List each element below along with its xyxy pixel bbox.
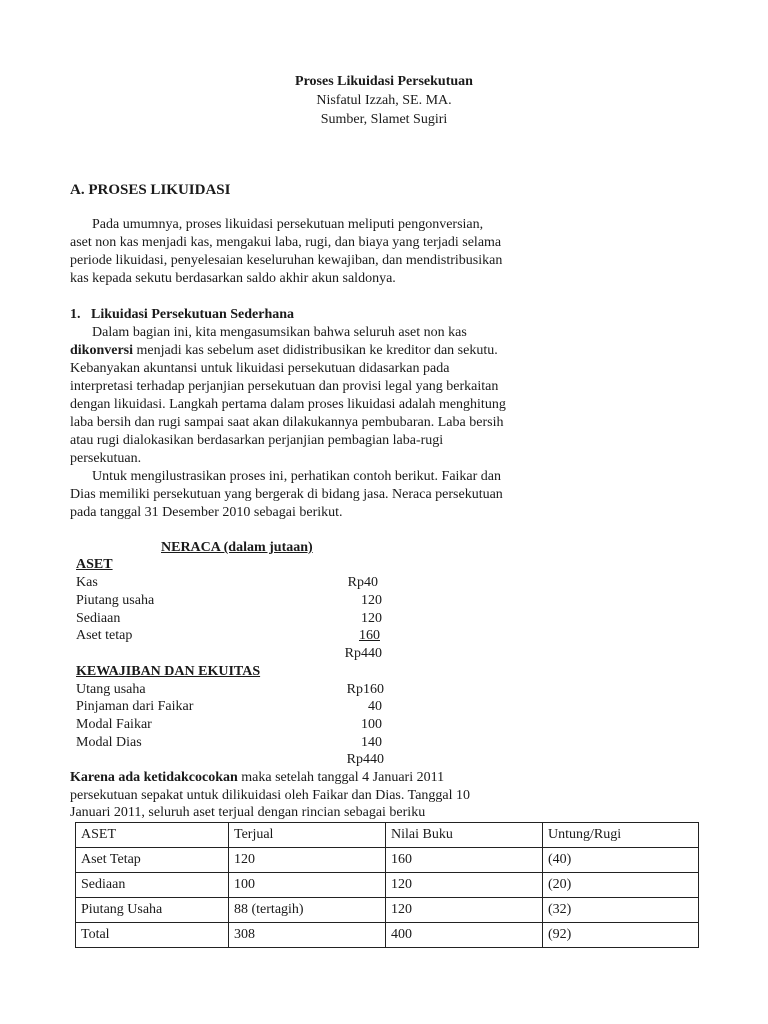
para-line: interpretasi terhadap perjanjian persekutuan dan provisi legal yang berkaitan xyxy=(70,379,499,394)
table-header-cell: Terjual xyxy=(229,823,386,848)
section-a-heading: A. PROSES LIKUIDASI xyxy=(70,182,231,198)
para-line: aset non kas menjadi kas, mengakui laba, rugi, dan biaya yang terjadi selama xyxy=(70,235,502,250)
table-cell: (40) xyxy=(543,848,699,873)
para-line: Januari 2011, seluruh aset terjual dengan rincian sebagai beriku xyxy=(70,805,426,820)
table-header-cell: Nilai Buku xyxy=(386,823,543,848)
kewajiban-label: Pinjaman dari Faikar xyxy=(76,699,194,714)
table-header-row xyxy=(76,823,699,848)
para-text: menjadi kas sebelum aset didistribusikan ke kreditor dan sekutu. xyxy=(133,343,498,358)
table-cell: 160 xyxy=(386,848,543,873)
para-line: persekutuan sepakat untuk dilikuidasi oleh Faikar dan Dias. Tanggal 10 xyxy=(70,788,471,803)
table-cell: 120 xyxy=(386,873,543,898)
table-cell: 88 (tertagih) xyxy=(229,898,386,923)
aset-label: Aset tetap xyxy=(76,628,133,643)
para-line: periode likuidasi, penyelesaian keseluruhan kewajiban, dan mendistribusikan xyxy=(70,253,503,268)
table-header-cell: ASET xyxy=(76,823,229,848)
table-cell: Sediaan xyxy=(76,873,229,898)
table-row xyxy=(76,923,699,948)
aset-value: 120 xyxy=(361,593,382,608)
kewajiban-value: 140 xyxy=(361,735,382,750)
para-line: Kebanyakan akuntansi untuk likuidasi persekutuan didasarkan pada xyxy=(70,361,450,376)
table-row xyxy=(76,848,699,873)
kewajiban-label: Utang usaha xyxy=(76,682,146,697)
para-line: Dias memiliki persekutuan yang bergerak di bidang jasa. Neraca persekutuan xyxy=(70,487,503,502)
aset-label: Sediaan xyxy=(76,611,121,626)
para-line: Untuk mengilustrasikan proses ini, perhatikan contoh berikut. Faikar dan xyxy=(92,469,502,484)
para-line: atau rugi dialokasikan berdasarkan perjanjian pembagian laba-rugi xyxy=(70,433,444,448)
doc-title: Proses Likuidasi Persekutuan xyxy=(295,74,473,89)
para-line: persekutuan. xyxy=(70,451,142,466)
table-cell: (32) xyxy=(543,898,699,923)
table-cell: 120 xyxy=(386,898,543,923)
kewajiban-label: Modal Faikar xyxy=(76,717,152,732)
subsection-number: 1. xyxy=(70,307,81,322)
para-line: laba bersih dan rugi sampai saat akan dilakukannya pembubaran. Laba bersih xyxy=(70,415,504,430)
bold-term: dikonversi xyxy=(70,343,134,358)
doc-source: Sumber, Slamet Sugiri xyxy=(320,112,448,127)
kewajiban-value: Rp160 xyxy=(346,682,384,697)
kewajiban-heading: KEWAJIBAN DAN EKUITAS xyxy=(76,664,261,679)
table-header-cell: Untung/Rugi xyxy=(543,823,699,848)
aset-total: Rp440 xyxy=(344,646,382,661)
table-cell: 100 xyxy=(229,873,386,898)
aset-value: Rp40 xyxy=(347,575,378,590)
subsection-heading xyxy=(70,306,294,324)
table-cell: 400 xyxy=(386,923,543,948)
doc-author: Nisfatul Izzah, SE. MA. xyxy=(316,93,452,108)
para-line xyxy=(70,342,498,360)
neraca-title: NERACA (dalam jutaan) xyxy=(161,540,313,555)
table-cell: 120 xyxy=(229,848,386,873)
table-row xyxy=(76,873,699,898)
table-cell: (92) xyxy=(543,923,699,948)
aset-label: Piutang usaha xyxy=(76,593,155,608)
para-line: Pada umumnya, proses likuidasi persekutuan meliputi pengonversian, xyxy=(92,217,484,232)
table-cell: Total xyxy=(76,923,229,948)
subsection-title: Likuidasi Persekutuan Sederhana xyxy=(91,307,295,322)
para-text: maka setelah tanggal 4 Januari 2011 xyxy=(237,770,445,785)
para-line: Dalam bagian ini, kita mengasumsikan bahwa seluruh aset non kas xyxy=(92,325,467,340)
table-row xyxy=(76,898,699,923)
table-cell: Aset Tetap xyxy=(76,848,229,873)
para-line xyxy=(70,769,444,787)
kewajiban-label: Modal Dias xyxy=(76,735,142,750)
para-line: pada tanggal 31 Desember 2010 sebagai berikut. xyxy=(70,505,343,520)
aset-label: Kas xyxy=(76,575,98,590)
para-line: kas kepada sekutu berdasarkan saldo akhir akun saldonya. xyxy=(70,271,396,286)
table-cell: Piutang Usaha xyxy=(76,898,229,923)
aset-value: 120 xyxy=(361,611,382,626)
aset-heading: ASET xyxy=(76,557,113,572)
table-cell: (20) xyxy=(543,873,699,898)
kewajiban-value: 100 xyxy=(361,717,382,732)
aset-value: 160 xyxy=(359,628,380,643)
kewajiban-total: Rp440 xyxy=(346,752,384,767)
kewajiban-value: 40 xyxy=(368,699,382,714)
para-line: dengan likuidasi. Langkah pertama dalam proses likuidasi adalah menghitung xyxy=(70,397,506,412)
asset-sale-table xyxy=(75,822,699,948)
table-cell: 308 xyxy=(229,923,386,948)
bold-term: Karena ada ketidakcocokan xyxy=(70,770,238,785)
